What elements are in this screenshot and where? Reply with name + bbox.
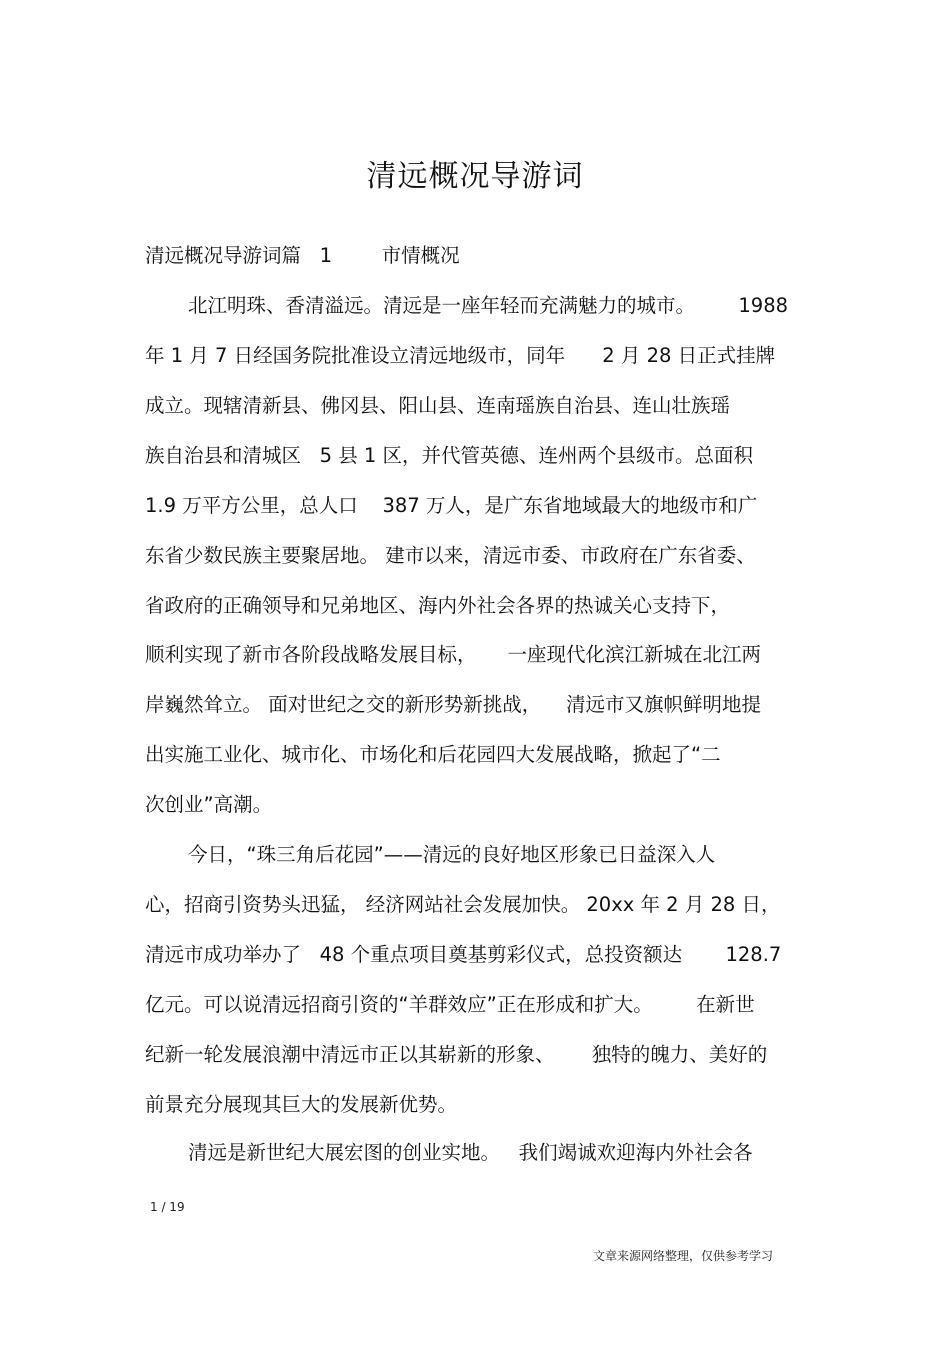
page-number: 1 / 19 (150, 1200, 185, 1214)
body-line: 省政府的正确领导和兄弟地区、海内外社会各界的热诚关心支持下， (145, 594, 731, 617)
body-line: 出实施工业化、城市化、市场化和后花园四大发展战略，掀起了“二 (145, 743, 721, 766)
body-line: 1.9 万平方公里，总人口 387 万人，是广东省地域最大的地级市和广 (145, 494, 758, 517)
body-line: 前景充分展现其巨大的发展新优势。 (145, 1093, 458, 1116)
body-line: 族自治县和清城区 5 县 1 区，并代管英德、连州两个县级市。总面积 (145, 444, 754, 467)
body-line: 岸巍然耸立。 面对世纪之交的新形势新挑战， 清远市又旗帜鲜明地提 (145, 693, 761, 716)
body-line: 成立。现辖清新县、佛冈县、阳山县、连南瑶族自治县、连山壮族瑶 (145, 394, 731, 417)
body-line: 东省少数民族主要聚居地。 建市以来，清远市委、市政府在广东省委、 (145, 544, 756, 567)
document-subtitle: 清远概况导游词篇 1 市情概况 (145, 244, 460, 267)
document-title: 清远概况导游词 (366, 159, 584, 194)
body-line: 心，招商引资势头迅猛， 经济网站社会发展加快。 20xx 年 2 月 28 日， (145, 893, 781, 916)
body-line: 清远是新世纪大展宏图的创业实地。 我们竭诚欢迎海内外社会各 (188, 1141, 753, 1164)
footer-note: 文章来源网络整理，仅供参考学习 (593, 1249, 774, 1263)
body-line: 北江明珠、香清溢远。清远是一座年轻而充满魅力的城市。 1988 (188, 294, 789, 317)
body-line: 亿元。可以说清远招商引资的“羊群效应”正在形成和扩大。 在新世 (145, 993, 755, 1016)
body-line: 清远市成功举办了 48 个重点项目奠基剪彩仪式，总投资额达 128.7 (145, 943, 782, 966)
body-line: 今日，“珠三角后花园”——清远的良好地区形象已日益深入人 (188, 843, 716, 866)
body-line: 次创业”高潮。 (145, 793, 273, 816)
body-line: 年 1 月 7 日经国务院批准设立清远地级市，同年 2 月 28 日正式挂牌 (145, 344, 776, 367)
body-line: 纪新一轮发展浪潮中清远市正以其崭新的形象、 独特的魄力、美好的 (145, 1043, 768, 1066)
body-line: 顺利实现了新市各阶段战略发展目标， 一座现代化滨江新城在北江两 (145, 643, 761, 666)
